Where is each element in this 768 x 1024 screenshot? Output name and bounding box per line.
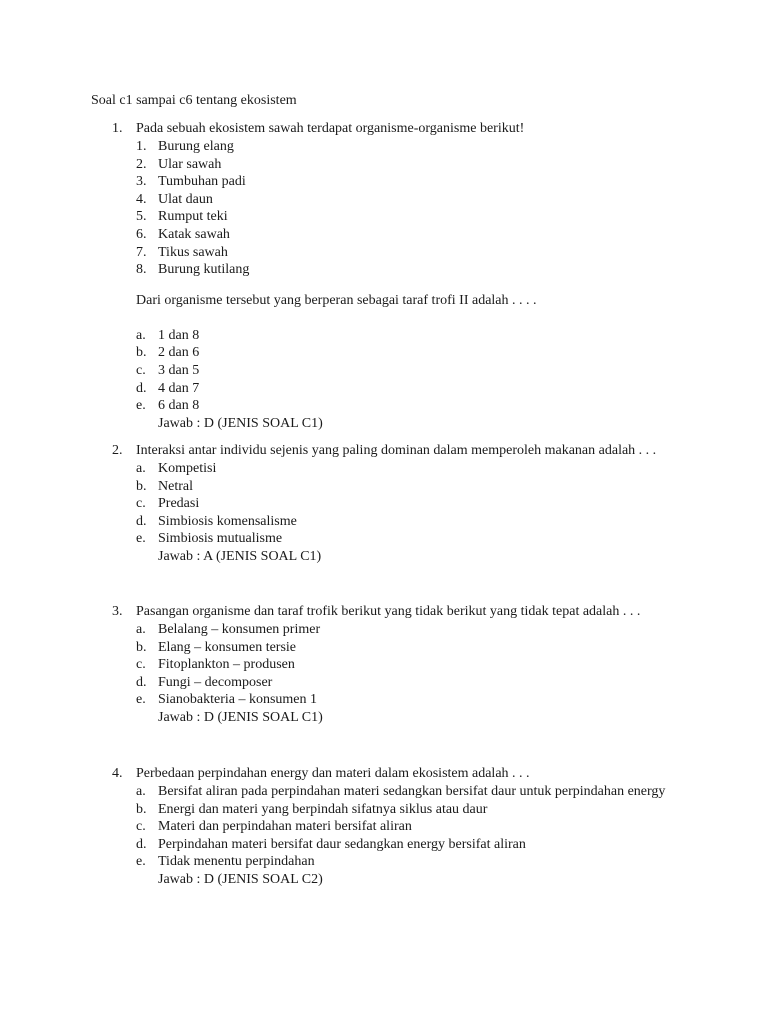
question-text: Pasangan organisme dan taraf trofik berikut yang tidak berikut yang tidak tepat adalah . . . (136, 604, 641, 619)
list-text: Burung kutilang (158, 262, 250, 278)
option-item (0, 836, 768, 854)
option-text: 4 dan 7 (158, 380, 200, 396)
document-title: Soal c1 sampai c6 tentang ekosistem (91, 93, 297, 108)
option-text: Perpindahan materi bersifat daur sedangkan energy bersifat aliran (158, 836, 526, 852)
option-text: Simbiosis komensalisme (158, 513, 297, 529)
option-item (0, 397, 768, 415)
option-list (0, 327, 768, 415)
option-letter: e. (136, 398, 146, 414)
list-text: Katak sawah (158, 226, 230, 242)
question-number: 1. (112, 121, 123, 136)
option-item (0, 853, 768, 871)
list-item (0, 261, 768, 279)
list-item (0, 138, 768, 156)
option-item (0, 656, 768, 674)
list-text: Ular sawah (158, 156, 222, 172)
option-letter: d. (136, 836, 147, 852)
list-marker: 8. (136, 262, 147, 278)
option-item (0, 327, 768, 345)
question-text: Perbedaan perpindahan energy dan materi dalam ekosistem adalah . . . (136, 766, 530, 781)
question-text: Interaksi antar individu sejenis yang paling dominan dalam memperoleh makanan adalah . . . (136, 443, 657, 458)
option-list (0, 621, 768, 709)
option-item (0, 344, 768, 362)
question-number: 3. (112, 604, 123, 619)
option-letter: c. (136, 362, 146, 378)
answer-text: Jawab : D (JENIS SOAL C1) (158, 709, 323, 725)
option-text: 1 dan 8 (158, 327, 200, 343)
option-letter: c. (136, 819, 146, 835)
option-item (0, 674, 768, 692)
list-item (0, 156, 768, 174)
question-2 (0, 442, 768, 566)
option-letter: a. (136, 622, 146, 637)
option-text: Belalang – konsumen primer (158, 622, 321, 637)
option-letter: c. (136, 657, 146, 673)
option-item (0, 621, 768, 639)
option-letter: b. (136, 639, 147, 655)
option-text: Elang – konsumen tersie (158, 639, 297, 655)
option-item (0, 801, 768, 819)
question-stem (0, 442, 768, 460)
option-text: Bersifat aliran pada perpindahan materi sedangkan bersifat daur untuk perpindahan energy (158, 784, 666, 799)
option-letter: a. (136, 784, 146, 799)
option-text: Materi dan perpindahan materi bersifat aliran (158, 819, 412, 835)
option-letter: d. (136, 513, 147, 529)
option-text: Simbiosis mutualisme (158, 531, 283, 547)
prompt-text: Dari organisme tersebut yang berperan sebagai taraf trofi II adalah . . . . (136, 292, 537, 308)
question-number: 4. (112, 766, 123, 781)
option-text: Fitoplankton – produsen (158, 657, 295, 673)
option-text: Sianobakteria – konsumen 1 (158, 692, 318, 708)
option-letter: d. (136, 674, 147, 690)
answer-text: Jawab : D (JENIS SOAL C2) (158, 871, 323, 887)
option-text: 2 dan 6 (158, 345, 200, 361)
question-stem (0, 120, 768, 138)
option-text: 6 dan 8 (158, 398, 200, 414)
answer-text: Jawab : A (JENIS SOAL C1) (158, 548, 322, 564)
list-text: Rumput teki (158, 209, 228, 225)
list-marker: 5. (136, 209, 147, 225)
list-text: Tikus sawah (158, 244, 228, 260)
option-item (0, 530, 768, 548)
option-text: 3 dan 5 (158, 362, 200, 378)
list-marker: 4. (136, 191, 147, 207)
option-text: Netral (158, 478, 193, 494)
option-item (0, 460, 768, 478)
option-item (0, 362, 768, 380)
question-1 (0, 120, 768, 433)
list-item (0, 208, 768, 226)
option-letter: a. (136, 461, 146, 476)
option-letter: a. (136, 327, 146, 343)
option-item (0, 691, 768, 709)
option-item (0, 818, 768, 836)
option-item (0, 495, 768, 513)
option-item (0, 513, 768, 531)
list-text: Burung elang (158, 139, 234, 154)
list-marker: 3. (136, 174, 147, 190)
list-item (0, 191, 768, 209)
option-text: Predasi (158, 496, 200, 512)
list-item (0, 244, 768, 262)
list-text: Tumbuhan padi (158, 174, 246, 190)
question-3 (0, 603, 768, 727)
option-list (0, 460, 768, 548)
organism-list (0, 138, 768, 279)
answer-key (0, 548, 768, 566)
option-item (0, 783, 768, 801)
question-stem (0, 603, 768, 621)
option-item (0, 478, 768, 496)
option-letter: b. (136, 801, 147, 817)
answer-key (0, 709, 768, 727)
question-number: 2. (112, 443, 123, 458)
question-prompt (0, 292, 768, 310)
list-item (0, 226, 768, 244)
list-item (0, 173, 768, 191)
answer-key (0, 415, 768, 433)
option-text: Fungi – decomposer (158, 674, 273, 690)
question-stem (0, 765, 768, 783)
option-text: Tidak menentu perpindahan (158, 854, 315, 870)
list-marker: 1. (136, 139, 147, 154)
option-list (0, 783, 768, 871)
option-letter: e. (136, 854, 146, 870)
question-4 (0, 765, 768, 889)
list-marker: 7. (136, 244, 147, 260)
answer-key (0, 871, 768, 889)
option-letter: d. (136, 380, 147, 396)
list-marker: 2. (136, 156, 147, 172)
answer-text: Jawab : D (JENIS SOAL C1) (158, 415, 323, 431)
list-text: Ulat daun (158, 191, 213, 207)
option-text: Energi dan materi yang berpindah sifatnya siklus atau daur (158, 801, 488, 817)
option-item (0, 639, 768, 657)
option-letter: b. (136, 478, 147, 494)
option-item (0, 380, 768, 398)
option-letter: c. (136, 496, 146, 512)
option-letter: e. (136, 531, 146, 547)
list-marker: 6. (136, 226, 147, 242)
question-text: Pada sebuah ekosistem sawah terdapat organisme-organisme berikut! (136, 121, 525, 136)
option-letter: e. (136, 692, 146, 708)
option-letter: b. (136, 345, 147, 361)
option-text: Kompetisi (158, 461, 217, 476)
